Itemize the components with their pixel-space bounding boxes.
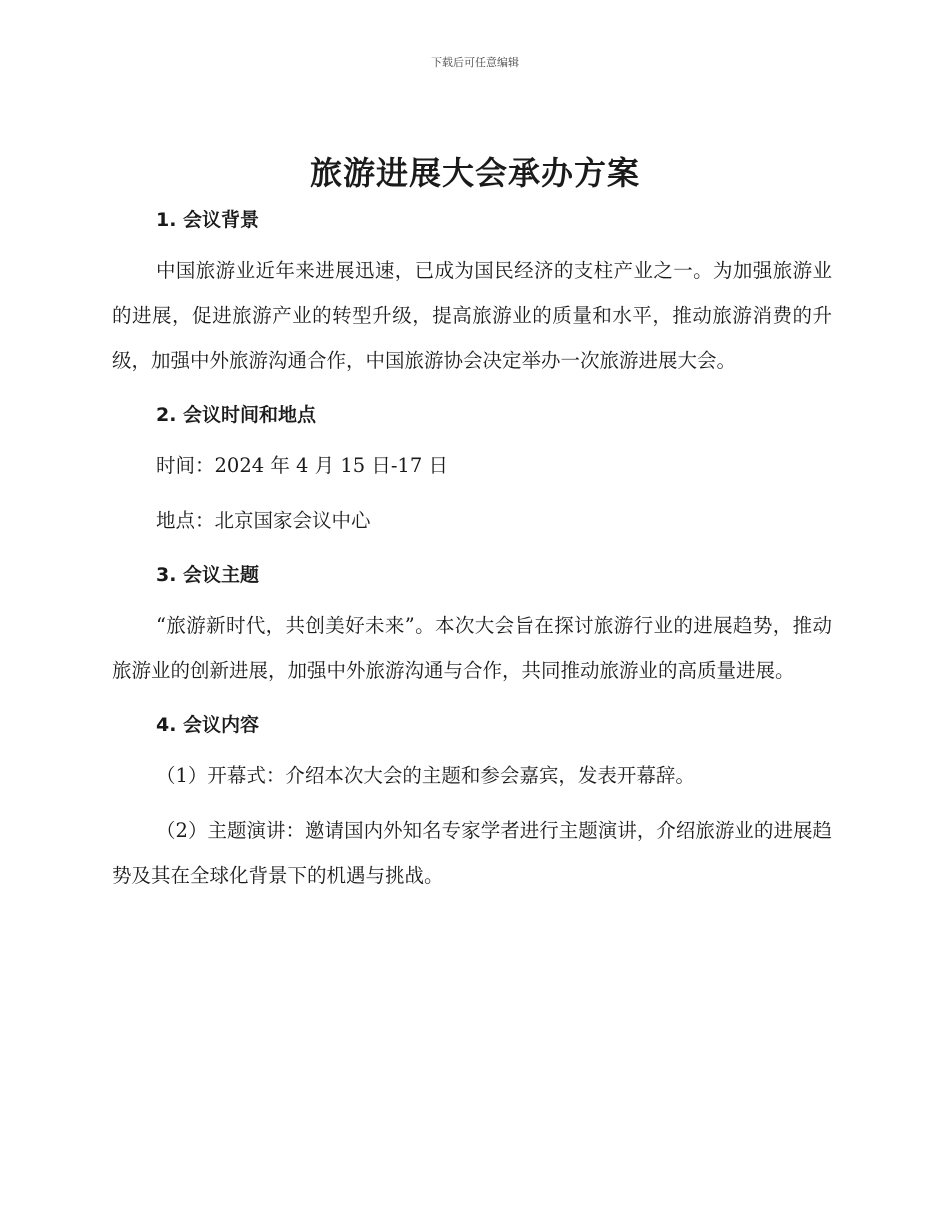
header-note: 下载后可任意编辑 bbox=[431, 56, 519, 69]
meeting-time: 时间：2024 年 4 月 15 日-17 日 bbox=[156, 454, 448, 477]
section-heading-background: 1. 会议背景 bbox=[156, 209, 260, 231]
section-paragraph-theme: “旅游新时代，共创美好未来”。本次大会旨在探讨旅游行业的进展趋势，推动旅游业的创新进展，加强中外旅游沟通与合作，共同推动旅游业的高质量进展。 bbox=[112, 614, 832, 682]
section-heading-theme: 3. 会议主题 bbox=[156, 564, 260, 586]
section-heading-content: 4. 会议内容 bbox=[156, 714, 260, 736]
content-item-opening: （1）开幕式：介绍本次大会的主题和参会嘉宾，发表开幕辞。 bbox=[156, 764, 695, 787]
meeting-place: 地点：北京国家会议中心 bbox=[156, 509, 371, 532]
section-paragraph-background: 中国旅游业近年来进展迅速，已成为国民经济的支柱产业之一。为加强旅游业的进展，促进旅游产业的转型升级，提高旅游业的质量和水平，推动旅游消费的升级，加强中外旅游沟通合作，中国旅游协会决定举办一次旅游进展大会。 bbox=[112, 259, 832, 372]
section-heading-time-place: 2. 会议时间和地点 bbox=[156, 404, 317, 426]
document-title: 旅游进展大会承办方案 bbox=[309, 154, 640, 192]
document-body bbox=[112, 202, 832, 898]
content-item-keynote: （2）主题演讲：邀请国内外知名专家学者进行主题演讲，介绍旅游业的进展趋势及其在全球化背景下的机遇与挑战。 bbox=[112, 819, 832, 887]
